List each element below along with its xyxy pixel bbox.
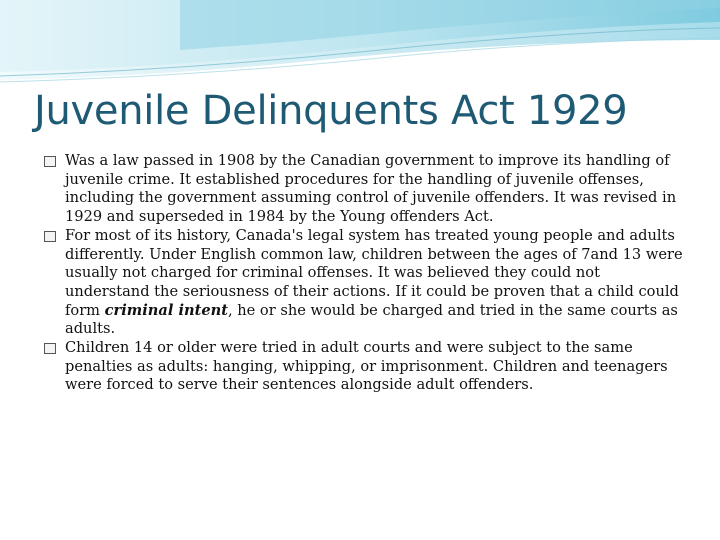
bullet-text: For most of its history, Canada's legal system has treated young people and adults differently. Under English common law, children between the ages of 7and 13 were usually not charged for criminal offenses. It was believed they could not understand the seriousness of their actions. If it could be proven that a child could form [65,226,683,319]
bullet-list [44,152,684,395]
square-bullet-icon [44,343,56,354]
bullet-text: Children 14 or older were tried in adult courts and were subject to the same penalties as adults: hanging, whipping, or imprisonment. Children and teenagers were forced to serve their sentences alongside adult offenders. [65,339,668,394]
square-bullet-icon [44,231,56,242]
bullet-item [44,152,684,227]
emphasized-term: criminal intent [104,301,228,319]
square-bullet-icon [44,156,56,167]
decorative-wave-banner [0,0,720,90]
bullet-item [44,227,684,339]
slide-title: Juvenile Delinquents Act 1929 [34,88,628,134]
bullet-text-continued: , he or she would be charged and tried in the same courts as adults. [65,301,678,338]
bullet-item [44,339,684,395]
bullet-text: Was a law passed in 1908 by the Canadian government to improve its handling of juvenile crime. It established procedures for the handling of juvenile offenses, including the government assuming control of juvenile offenders. It was revised in 1929 and superseded in 1984 by the Young offenders Act. [65,152,677,226]
